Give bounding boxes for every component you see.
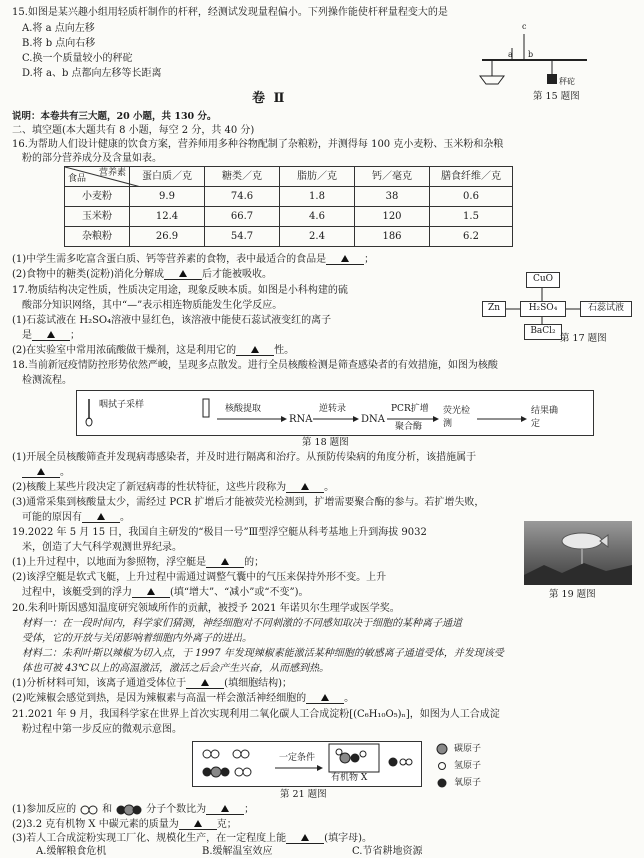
q20-part-1 xyxy=(12,677,292,690)
q18-p1b: 。 xyxy=(60,467,70,478)
q19-p1b: 的； xyxy=(244,557,265,568)
fig15-weight-label: 秤砣 xyxy=(559,77,575,86)
answer-blank[interactable] xyxy=(179,818,217,830)
flow-pcr: PCR扩增 xyxy=(391,404,429,414)
nucleic-acid-flow xyxy=(76,390,594,436)
cell: 54.7 xyxy=(205,227,280,247)
section-note: 说明：本卷共有三大题，20 小题，共 130 分。 xyxy=(12,111,217,122)
q20-stem: 20.朱利叶斯因感知温度研究领域所作的贡献，被授予 2021 年诺贝尔生理学或医学奖。 xyxy=(12,603,400,614)
q20-p2a: (2)吃辣椒会感觉到热，是因为辣椒素与高温一样会激活神经细胞的 xyxy=(12,693,307,704)
q19-part-2b xyxy=(22,586,308,599)
q18-p2a: (2)核酸上某些片段决定了新冠病毒的性状特征，这些片段称为 xyxy=(12,482,287,493)
node-zn: Zn xyxy=(482,301,506,317)
q18-part-3b xyxy=(22,511,130,524)
flow-rna: RNA xyxy=(289,414,313,425)
header-protein: 蛋白质／克 xyxy=(130,167,205,187)
q19-p2b: 过程中，该艇受到的浮力 xyxy=(22,587,132,598)
q21-p1c: 分子个数比为 xyxy=(146,804,207,815)
q17-stem-1: 17.物质结构决定性质，性质决定用途，现象反映本质。如图是小科构建的硫 xyxy=(12,285,348,296)
row-food: 杂粮粉 xyxy=(65,227,130,247)
flow-reverse: 逆转录 xyxy=(319,404,347,414)
q17-p2a: (2)在实验室中常用浓硫酸做干燥剂，这是利用它的 xyxy=(12,345,237,356)
q17-p1a: (1)石蕊试液在 H₂SO₄溶液中显红色，该溶液中能使石蕊试液变红的离子 xyxy=(12,315,332,326)
q17-p1b: 是 xyxy=(22,330,32,341)
cell: 2.4 xyxy=(280,227,355,247)
table-row xyxy=(65,207,513,227)
q15-stem: 15.如图是某兴趣小组用轻质杆制作的杆秤，经测试发现量程偏小。下列操作能使杆秤量程变大的是 xyxy=(12,7,448,18)
q19-p2c: (填“增大”、“减小”或“不变”)。 xyxy=(170,587,309,598)
q19-part-1 xyxy=(12,556,264,569)
q18-stem-1: 18.当前新冠疫情防控形势依然严峻，呈现多点散发。进行全员核酸检测是筛查感染者的有效措施，如图为核酸 xyxy=(12,360,498,371)
q19-p2a: (2)该浮空艇是软式飞艇，上升过程中需通过调整气囊中的气压来保持外形不变。上升 xyxy=(12,572,387,583)
fig19-caption: 第 19 题图 xyxy=(549,589,596,600)
co2-molecule-icon xyxy=(114,804,144,816)
q21-part-2 xyxy=(12,818,237,831)
node-h2so4: H₂SO₄ xyxy=(520,301,566,317)
answer-blank[interactable] xyxy=(206,803,244,815)
flow-result: 结果确定 xyxy=(531,406,559,429)
q21-stem-1: 21.2021 年 9 月，我国科学家在世界上首次实现利用二氧化碳人工合成淀粉[(C₆H₁₀O₅)ₙ]，如图为人工合成淀 xyxy=(12,709,500,720)
q16-part-1: (1)中学生需多吃富含蛋白质、钙等营养素的食物，表中最适合的食品是 ； xyxy=(12,254,375,265)
reaction-condition: 一定条件 xyxy=(279,753,316,763)
cell: 9.9 xyxy=(130,187,205,207)
q21-p1b: 和 xyxy=(102,804,113,815)
table-row xyxy=(65,227,513,247)
flow-detect: 荧光检测 xyxy=(443,406,471,429)
answer-blank[interactable] xyxy=(32,329,70,341)
q18-p3c: 。 xyxy=(120,512,130,523)
q16-part-2 xyxy=(12,268,272,281)
q20-material-1b: 受体，它的开放与关闭影响着细胞内外离子的进出。 xyxy=(22,633,252,644)
part-title: 二、填空题(本大题共有 8 小题，每空 2 分，共 40 分) xyxy=(12,125,255,136)
legend-carbon: 碳原子 xyxy=(454,744,482,754)
q21-option-c: C.节省耕地资源 xyxy=(352,846,423,857)
answer-blank[interactable] xyxy=(286,481,324,493)
answer-blank[interactable] xyxy=(132,586,170,598)
answer-blank[interactable] xyxy=(286,832,324,844)
q18-p1a: (1)开展全员核酸筛查并发现病毒感染者，并及时进行隔离和治疗。从预防传染病的角度分析，该措施属于 xyxy=(12,452,477,463)
table-row xyxy=(65,187,513,207)
cell: 6.2 xyxy=(430,227,513,247)
q20-material-2a: 材料二：朱利叶斯以辣椒为切入点，于 1997 年发现辣椒素能激活某种细胞的敏感离子通道受体，并发现该受 xyxy=(22,648,504,659)
header-fat: 脂肪／克 xyxy=(280,167,355,187)
node-bacl2: BaCl₂ xyxy=(524,324,562,340)
header-calcium: 钙／毫克 xyxy=(355,167,430,187)
q16-p2-text: (2)食物中的糖类(淀粉)消化分解成 xyxy=(12,269,164,280)
q21-stem-2: 粉过程中第一步反应的微观示意图。 xyxy=(22,724,182,735)
q19-p1a: (1)上升过程中，以地面为参照物，浮空艇是 xyxy=(12,557,207,568)
exam-page xyxy=(12,4,636,857)
corner-bottom: 食品 xyxy=(68,173,87,184)
answer-blank[interactable] xyxy=(306,692,344,704)
q20-part-2 xyxy=(12,692,354,705)
q16-stem-1: 16.为帮助人们设计健康的饮食方案，营养师用多种谷物配制了杂粮粉，并测得每 100 克小麦粉、玉米粉和杂粮 xyxy=(12,139,504,150)
q19-stem-2: 米，创造了大气科学观测世界纪录。 xyxy=(22,542,182,553)
q21-p2b: 克； xyxy=(216,819,237,830)
cell: 186 xyxy=(355,227,430,247)
q21-option-a: A.缓解粮食危机 xyxy=(36,846,107,857)
q16-stem-2: 粉的部分营养成分及含量如表。 xyxy=(22,153,162,164)
cell: 66.7 xyxy=(205,207,280,227)
q21-part-3 xyxy=(12,832,372,845)
q18-p3b: 可能的原因有 xyxy=(22,512,82,523)
h2-molecule-icon xyxy=(78,805,100,815)
q18-p2b: 。 xyxy=(324,482,335,493)
q16-p1-text: (1)中学生需多吃富含蛋白质、钙等营养素的食物，表中最适合的食品是 xyxy=(12,254,327,265)
q21-p3a: (3)若人工合成淀粉实现工厂化、规模化生产，在一定程度上能 xyxy=(12,833,287,844)
flow-polymerase: 聚合酶 xyxy=(395,422,423,432)
product-label: 有机物 X xyxy=(331,773,368,783)
header-fiber: 膳食纤维／克 xyxy=(430,167,513,187)
q21-p2a: (2)3.2 克有机物 X 中碳元素的质量为 xyxy=(12,819,179,830)
row-food: 玉米粉 xyxy=(65,207,130,227)
cell: 26.9 xyxy=(130,227,205,247)
flow-sampling: 咽拭子采样 xyxy=(99,400,145,410)
q18-part-2 xyxy=(12,481,334,494)
q17-stem-2: 酸部分知识网络，其中“—”表示相连物质能发生化学反应。 xyxy=(22,300,283,311)
q20-p1a: (1)分析材料可知，该离子通道受体位于 xyxy=(12,678,187,689)
node-litmus: 石蕊试液 xyxy=(580,301,632,317)
flow-extract: 核酸提取 xyxy=(225,404,262,414)
q18-part-1b xyxy=(22,466,70,479)
q15-option-b: B.将 b 点向右移 xyxy=(22,38,96,49)
q21-p1a: (1)参加反应的 xyxy=(12,804,77,815)
fig17-caption: 第 17 题图 xyxy=(560,333,607,344)
airship-photo xyxy=(524,521,632,585)
q15-option-c: C.换一个质量较小的秤砣 xyxy=(22,53,133,64)
fig15-caption: 第 15 题图 xyxy=(533,91,580,102)
answer-blank[interactable] xyxy=(164,268,202,280)
answer-blank[interactable] xyxy=(186,677,224,689)
q20-p2b: 。 xyxy=(344,693,355,704)
q19-stem-1: 19.2022 年 5 月 15 日，我国自主研发的“极目一号”Ⅲ型浮空艇从科考基地上升到海拔 9032 xyxy=(12,527,427,538)
atom-legend-icons xyxy=(434,741,450,791)
node-cuo: CuO xyxy=(526,272,560,288)
q17-part-1b: 是 ； xyxy=(22,330,80,341)
cell: 74.6 xyxy=(205,187,280,207)
q15-option-a: A.将 a 点向左移 xyxy=(22,23,95,34)
nutrition-table xyxy=(64,166,513,247)
cell: 1.5 xyxy=(430,207,513,227)
q21-part-1: (1)参加反应的 和 分子个数比为 ； xyxy=(12,804,255,815)
answer-blank[interactable] xyxy=(82,511,120,523)
cell: 38 xyxy=(355,187,430,207)
q20-material-2b: 体也可被 43℃以上的高温激活，激活之后会产生兴奋，从而感到热。 xyxy=(22,663,330,674)
q18-stem-2: 检测流程。 xyxy=(22,375,72,386)
answer-blank[interactable] xyxy=(206,556,244,568)
q18-p3a: (3)通常采集到核酸量太少，需经过 PCR 扩增后才能被荧光检测到，扩增需要聚合酶的参与。若扩增失败， xyxy=(12,497,485,508)
cell: 0.6 xyxy=(430,187,513,207)
q21-p3b: (填字母)。 xyxy=(324,833,372,844)
row-food: 小麦粉 xyxy=(65,187,130,207)
header-sugar: 糖类／克 xyxy=(205,167,280,187)
section-title: 卷 Ⅱ xyxy=(252,91,287,106)
legend-oxygen: 氧原子 xyxy=(454,778,482,788)
cell: 120 xyxy=(355,207,430,227)
q16-p2-tail: 后才能被吸收。 xyxy=(201,269,272,280)
cell: 4.6 xyxy=(280,207,355,227)
corner-top: 营养素 xyxy=(98,168,126,178)
q17-part-2: (2)在实验室中常用浓硫酸做干燥剂，这是利用它的 性。 xyxy=(12,345,295,356)
q15-option-d: D.将 a、b 点都向左移等长距离 xyxy=(22,68,162,79)
q21-option-b: B.缓解温室效应 xyxy=(202,846,273,857)
q20-p1b: (填细胞结构)； xyxy=(224,678,292,689)
reaction-diagram xyxy=(192,741,422,787)
fig15-label-c: c xyxy=(522,22,527,31)
answer-blank[interactable] xyxy=(236,344,274,356)
answer-blank[interactable] xyxy=(22,466,60,478)
cell: 1.8 xyxy=(280,187,355,207)
flow-dna: DNA xyxy=(361,414,385,425)
legend-hydrogen: 氢原子 xyxy=(454,761,482,771)
fig21-caption: 第 21 题图 xyxy=(280,789,327,800)
fig15-label-a: a xyxy=(508,50,513,59)
q20-material-1a: 材料一：在一段时间内，科学家们猜测，神经细胞对不同刺激的不同感知取决于细胞的某种离子通道 xyxy=(22,618,462,629)
fig18-caption: 第 18 题图 xyxy=(302,437,349,448)
table-corner xyxy=(65,167,130,187)
fig15-label-b: b xyxy=(528,50,534,59)
answer-blank[interactable] xyxy=(326,253,364,265)
cell: 12.4 xyxy=(130,207,205,227)
